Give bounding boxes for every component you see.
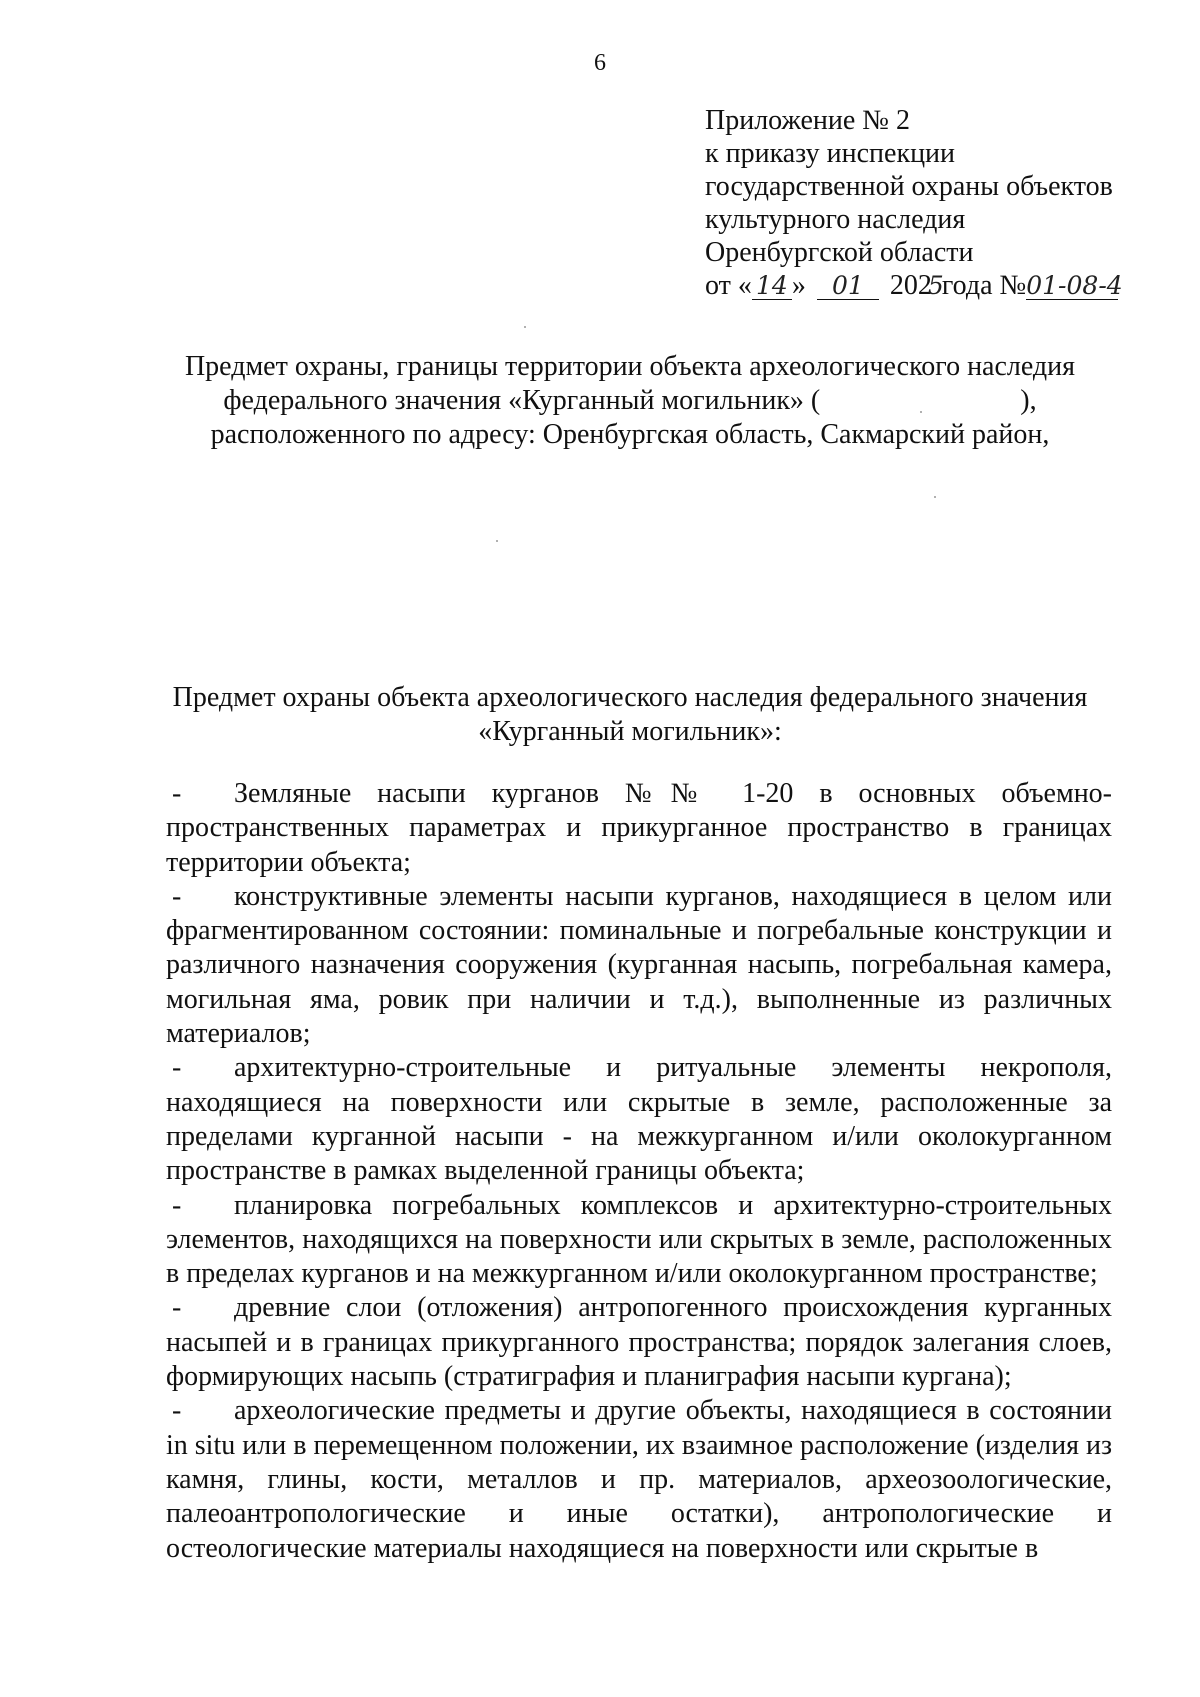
list-dash: - — [172, 1395, 182, 1427]
appendix-line-3: государственной охраны объектов — [705, 171, 1113, 202]
appendix-header — [705, 104, 1145, 302]
scan-speck — [496, 540, 498, 542]
order-date-line — [705, 269, 1145, 302]
day-suffix: » — [791, 270, 806, 301]
handwritten-month: 01 — [817, 273, 879, 300]
appendix-line-4: культурного наследия — [705, 204, 966, 235]
list-dash: - — [172, 880, 182, 912]
list-item-text: древние слои (отложения) антропогенного происхождения курганных насыпей и в границах прикурганного пространства; порядок залегания слоев, формирующих насыпь (стратиграфия и планиграфия насыпи кургана); — [166, 1292, 1112, 1393]
page-number: 6 — [594, 50, 606, 76]
title-line-2-start: федерального значения «Курганный могильник» ( — [223, 385, 821, 416]
list-dash: - — [172, 1292, 182, 1324]
scan-speck — [934, 496, 936, 498]
protection-subject-title — [150, 681, 1110, 749]
appendix-line-1: Приложение № 2 — [705, 105, 910, 136]
list-item — [166, 1051, 1112, 1188]
list-dash: - — [172, 778, 182, 809]
title-line-2 — [150, 384, 1110, 418]
scan-speck — [920, 411, 922, 413]
title-line-3: расположенного по адресу: Оренбургская область, Сакмарский район, — [210, 419, 1050, 450]
list-item-text: конструктивные элементы насыпи курганов, находящиеся в целом или фрагментированном состоянии: поминальные и погребальные конструкции и различного назначения сооружения (курганная насыпь, погребальная камера, могильная яма, ровик при наличии и т.д.), выполненные из различных материалов; — [166, 880, 1112, 1050]
title-line-2-end: ), — [1020, 385, 1037, 416]
handwritten-order-number: 01-08-4 — [1026, 271, 1123, 300]
subject-title-line-2: «Курганный могильник»: — [478, 716, 782, 747]
list-item — [166, 880, 1112, 1051]
list-item-text: архитектурно-строительные и ритуальные элементы некрополя, находящиеся на поверхности или скрытые в земле, расположенные за пределами курганной насыпи - на межкурганном и/или околокурганном пространстве в рамках выделенной границы объекта; — [166, 1052, 1112, 1187]
list-item-text: Земляные насыпи курганов №№ 1-20 в основных объемно-пространственных параметрах и прикурганное пространство в границах территории объекта; — [166, 778, 1112, 878]
date-prefix: от « — [705, 270, 752, 301]
handwritten-year-digit: 5 — [927, 271, 944, 300]
year-suffix: года № — [941, 270, 1027, 301]
title-line-1: Предмет охраны, границы территории объекта археологического наследия — [184, 351, 1076, 382]
list-item — [166, 777, 1112, 880]
list-item-text: планировка погребальных комплексов и архитектурно-строительных элементов, находящихся на поверхности или скрытых в земле, расположенных в пределах курганов и на межкурганном и/или околокурганном пространстве; — [166, 1189, 1112, 1290]
list-item — [166, 1394, 1112, 1565]
list-item — [166, 1189, 1112, 1292]
scan-speck — [524, 326, 526, 328]
list-item — [166, 1291, 1112, 1394]
appendix-line-5: Оренбургской области — [705, 237, 974, 268]
document-title — [150, 350, 1110, 452]
handwritten-day: 14 — [752, 273, 792, 300]
list-item-text: археологические предметы и другие объекты, находящиеся в состоянии in situ или в перемещенном положении, их взаимное расположение (изделия из камня, глины, кости, металлов и пр. материалов, археозоологические, палеоантропологические и иные остатки), антропологические и остеологические материалы находящиеся на поверхности или скрытые в — [166, 1395, 1112, 1564]
appendix-line-2: к приказу инспекции — [705, 138, 956, 169]
subject-title-line-1: Предмет охраны объекта археологического наследия федерального значения — [172, 682, 1088, 713]
year-prefix: 202 — [889, 270, 932, 301]
list-dash: - — [172, 1189, 182, 1221]
list-dash: - — [172, 1052, 182, 1084]
protection-items-list — [166, 777, 1112, 1566]
